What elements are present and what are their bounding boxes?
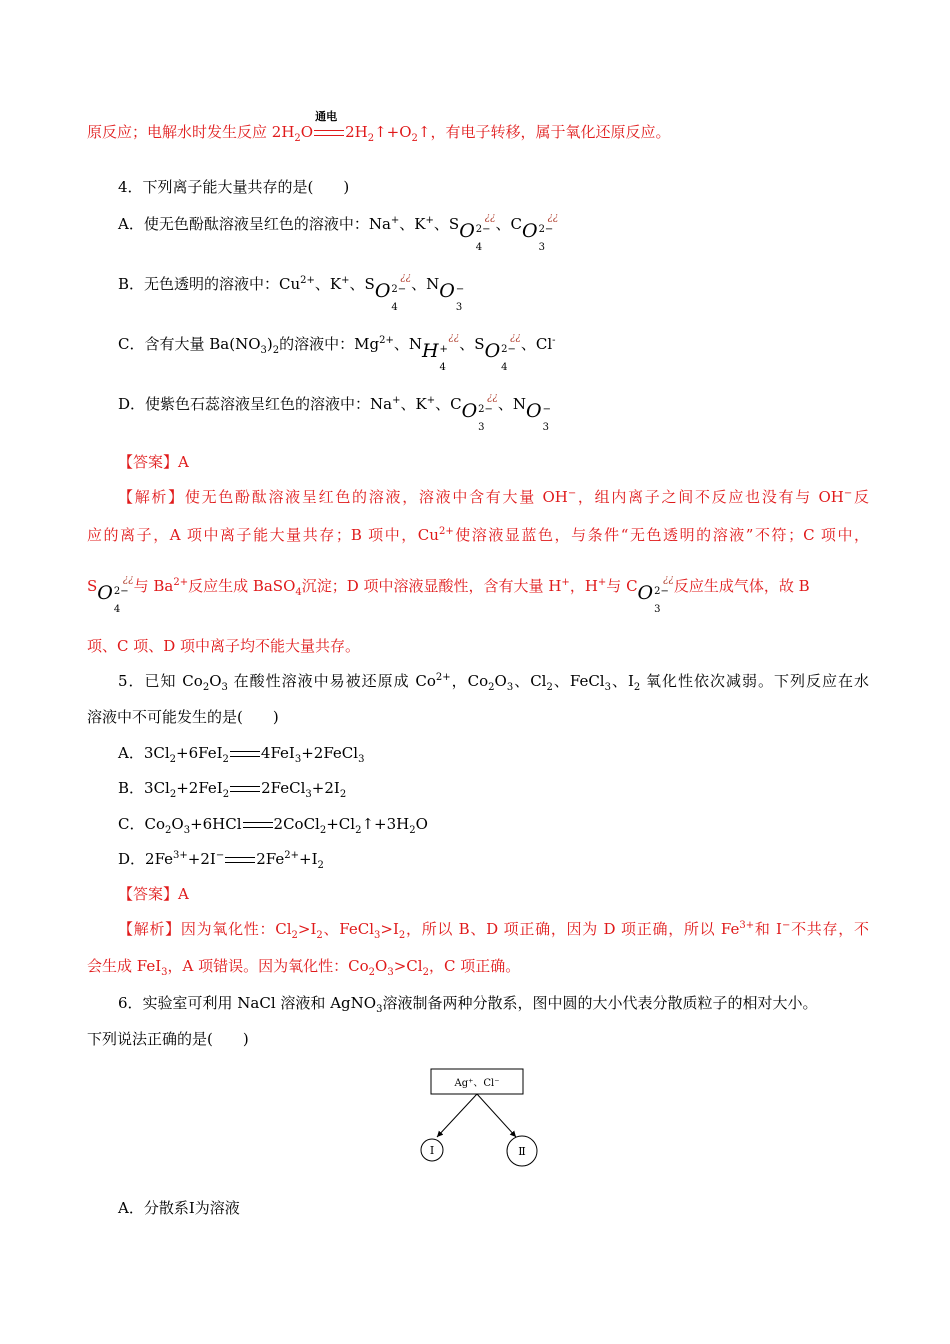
arrow-left — [437, 1094, 477, 1137]
q4-explanation-line-1: 【解析】使无色酚酞溶液呈红色的溶液，溶液中含有大量 OH−，组内离子之间不反应也没有与 OH−反 — [118, 488, 869, 506]
nitrate-ion: O − 3 — [526, 400, 552, 433]
sulfate-ion: O 2− 4 — [97, 582, 129, 615]
q5-explanation-line-1: 【解析】因为氧化性：$Cl_2>I_2$、$FeCl_3>I_2$，所以 B、D 项正确，因为 D 项正确，所以 $Fe^{3+}$和 I−不共存，不 — [118, 920, 869, 941]
circle-two-label: Ⅱ — [518, 1145, 526, 1158]
q5-option-b: B．$3Cl_2+2FeI_2$ $2FeCl_3+2I_2$ — [118, 779, 347, 800]
q6-option-a: A．分散系Ⅰ为溶液 — [118, 1199, 240, 1217]
sulfate-ion: O 2− 4 — [459, 220, 491, 253]
q6-stem-line-1: 6．实验室可利用 NaCl 溶液和 AgNO$_3$溶液制备两种分散系，图中圆的大小代表分散质粒子的相对大小。 — [118, 994, 818, 1015]
q4-option-d: D．使紫色石蕊溶液呈红色的溶液中：Na+、K+、CO 2− 3 ¿¿、NO − 3 — [118, 392, 552, 433]
q4-explanation-line-3: SO 2− 4 ¿¿与 $Ba^{2+}$反应生成 BaSO$_4$沉淀；D 项中溶液显酸性，含有大量 H+，H+与 CO 2− 3 ¿¿反应生成气体，故 B — [87, 574, 810, 615]
q5-stem-line-1: 5．已知 $Co_2O_3$ 在酸性溶液中易被还原成 $Co^{2+}$，$Co_2O_3$、$Cl_2$、FeCl$_3$、$I_2$ 氧化性依次减弱。下列反应在水 — [118, 672, 869, 693]
circle-one-label: Ⅰ — [429, 1144, 435, 1157]
carbonate-ion: O 2− 3 — [461, 400, 493, 433]
carbonate-ion: O 2− 3 — [637, 582, 669, 615]
q4-stem: 4．下列离子能大量共存的是( ) — [118, 178, 350, 196]
q5-option-c: C．$Co_2O_3+6HCl$ $2CoCl_2+Cl_2↑+3H_2O$ — [118, 815, 428, 836]
intro-line: 原反应；电解水时发生反应 $2H_2O$ 通电 $2H_2↑+O_2↑$，有电子转移，属于氧化还原反应。 — [87, 110, 671, 144]
q5-stem-line-2: 溶液中不可能发生的是( ) — [87, 708, 279, 726]
ammonium-ion: H + 4 — [421, 340, 448, 373]
nitrate-ion: O − 3 — [439, 280, 465, 313]
sulfate-ion: O 2− 4 — [484, 340, 516, 373]
dispersion-diagram — [410, 1062, 550, 1172]
carbonate-ion: O 2− 3 — [521, 220, 554, 253]
electrolysis-sign: 通电 — [313, 122, 345, 142]
q4-answer: 【答案】A — [118, 453, 189, 471]
q5-option-a: A．$3Cl_2+6FeI_2$ 4FeI$_3$+2FeCl$_3$ — [118, 744, 365, 765]
arrow-right — [477, 1094, 516, 1137]
q4-explanation-line-4: 项、C 项、D 项中离子均不能大量共存。 — [87, 637, 361, 655]
q5-option-d: D．$2Fe^{3+}+2I^-$ $2Fe^{2+}+I_2$ — [118, 850, 324, 871]
q6-stem-line-2: 下列说法正确的是( ) — [87, 1030, 249, 1048]
q4-explanation-line-2: 应的离子，A 项中离子能大量共存；B 项中，$Cu^{2+}$使溶液显蓝色，与条件“无色透明的溶液”不符；C 项中， — [87, 526, 869, 544]
sulfate-ion: O 2− 4 — [374, 280, 407, 313]
q4-option-c: C．含有大量 $Ba(NO_3)_2$的溶液中：$Mg^{2+}$、NH + 4 ¿¿、SO 2− 4 ¿¿、Cl- — [118, 332, 556, 373]
q4-option-a: A．使无色酚酞溶液呈红色的溶液中：Na+、K+、SO 2− 4 ¿¿、CO 2− 3 ¿¿ — [118, 212, 559, 253]
q5-answer: 【答案】A — [118, 885, 189, 903]
q5-explanation-line-2: 会生成 FeI$_3$，A 项错误。因为氧化性：$Co_2O_3>Cl_2$，C 项正确。 — [87, 957, 521, 978]
q4-option-b: B．无色透明的溶液中：$Cu^{2+}$、K+、SO 2− 4 ¿¿、NO − 3 — [118, 272, 465, 313]
ion-box-label: Ag⁺、Cl⁻ — [454, 1078, 500, 1089]
